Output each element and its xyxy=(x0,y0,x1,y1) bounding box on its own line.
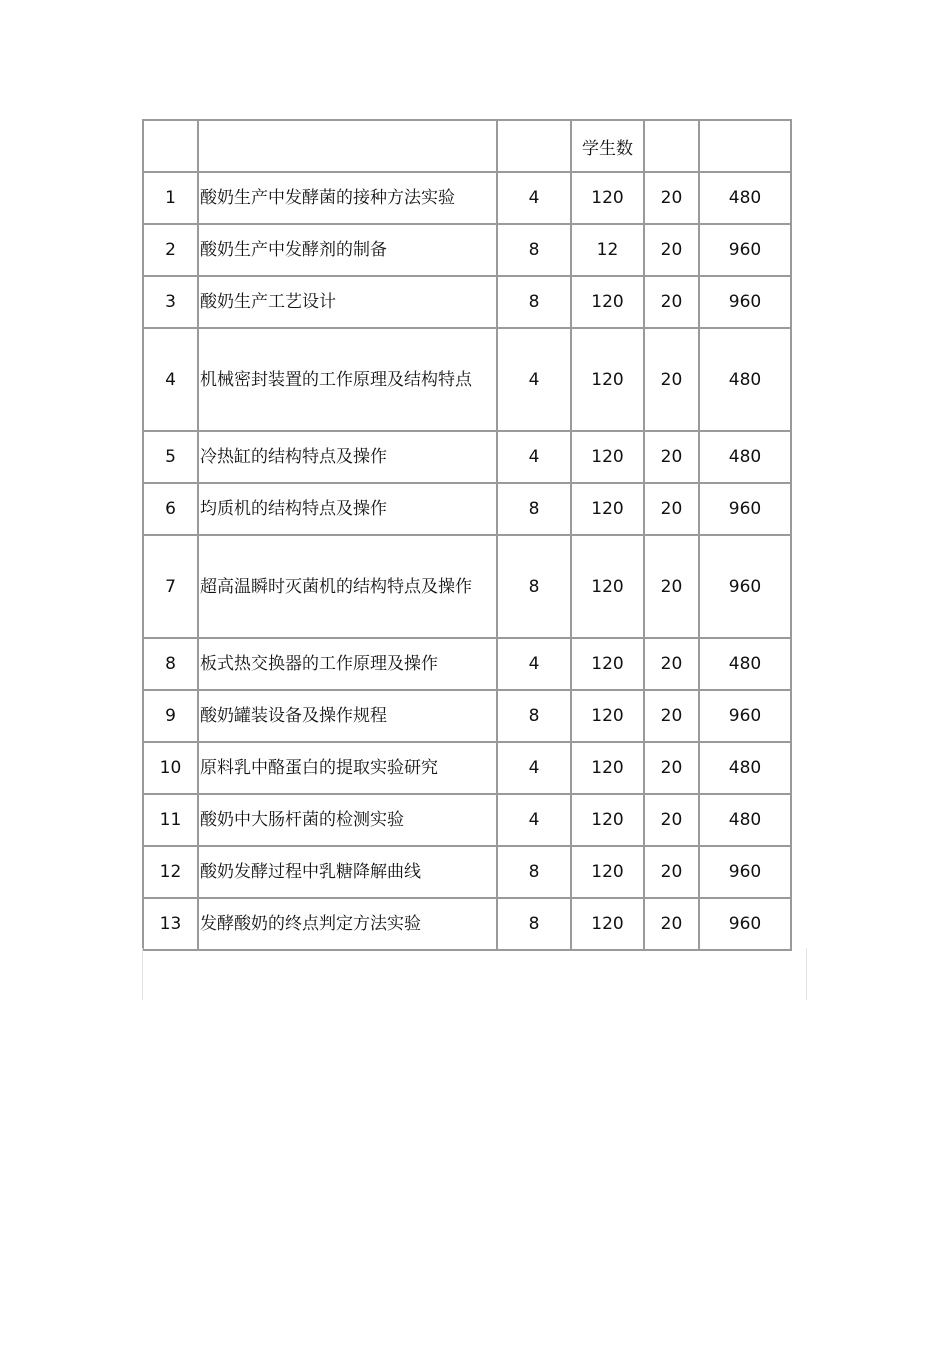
cell-name: 酸奶发酵过程中乳糖降解曲线 xyxy=(199,847,498,899)
cell-hours: 4 xyxy=(498,639,572,691)
cell-no: 5 xyxy=(144,432,199,484)
cell-groups: 20 xyxy=(645,484,700,536)
cell-students: 120 xyxy=(572,536,645,639)
cell-no: 11 xyxy=(144,795,199,847)
cell-groups: 20 xyxy=(645,743,700,795)
cell-total: 480 xyxy=(700,173,792,225)
cell-hours: 8 xyxy=(498,277,572,329)
cell-no: 13 xyxy=(144,899,199,951)
cell-total: 480 xyxy=(700,432,792,484)
table-row xyxy=(144,329,792,432)
cell-name: 板式热交换器的工作原理及操作 xyxy=(199,639,498,691)
table-row xyxy=(144,899,792,951)
cell-hours: 4 xyxy=(498,432,572,484)
cell-no: 9 xyxy=(144,691,199,743)
header-cell-no xyxy=(144,121,199,173)
cell-hours: 8 xyxy=(498,484,572,536)
header-cell-hours xyxy=(498,121,572,173)
cell-groups: 20 xyxy=(645,329,700,432)
experiment-table xyxy=(142,119,792,951)
table-row xyxy=(144,691,792,743)
cell-students: 120 xyxy=(572,795,645,847)
table-row xyxy=(144,173,792,225)
cell-name: 超高温瞬时灭菌机的结构特点及操作 xyxy=(199,536,498,639)
cell-no: 1 xyxy=(144,173,199,225)
cell-name: 酸奶生产中发酵菌的接种方法实验 xyxy=(199,173,498,225)
cell-total: 480 xyxy=(700,639,792,691)
cell-name: 均质机的结构特点及操作 xyxy=(199,484,498,536)
cell-name: 原料乳中酪蛋白的提取实验研究 xyxy=(199,743,498,795)
table-row xyxy=(144,639,792,691)
table-row xyxy=(144,795,792,847)
cell-groups: 20 xyxy=(645,536,700,639)
cell-students: 120 xyxy=(572,173,645,225)
cell-name: 酸奶中大肠杆菌的检测实验 xyxy=(199,795,498,847)
cell-hours: 8 xyxy=(498,899,572,951)
cell-total: 960 xyxy=(700,277,792,329)
cell-name: 酸奶罐装设备及操作规程 xyxy=(199,691,498,743)
table-row xyxy=(144,277,792,329)
cell-students: 120 xyxy=(572,743,645,795)
cell-students: 120 xyxy=(572,847,645,899)
header-row xyxy=(144,121,792,173)
header-cell-name xyxy=(199,121,498,173)
header-cell-groups xyxy=(645,121,700,173)
cell-total: 960 xyxy=(700,536,792,639)
cell-name: 酸奶生产工艺设计 xyxy=(199,277,498,329)
cell-total: 960 xyxy=(700,899,792,951)
cell-no: 4 xyxy=(144,329,199,432)
cell-hours: 4 xyxy=(498,795,572,847)
cell-total: 480 xyxy=(700,329,792,432)
empty-continuation-frame xyxy=(142,948,807,1000)
cell-total: 480 xyxy=(700,795,792,847)
cell-name: 机械密封装置的工作原理及结构特点 xyxy=(199,329,498,432)
cell-students: 120 xyxy=(572,899,645,951)
table-row xyxy=(144,743,792,795)
cell-hours: 8 xyxy=(498,691,572,743)
cell-students: 120 xyxy=(572,484,645,536)
cell-no: 12 xyxy=(144,847,199,899)
cell-groups: 20 xyxy=(645,899,700,951)
cell-no: 2 xyxy=(144,225,199,277)
cell-total: 960 xyxy=(700,225,792,277)
cell-hours: 8 xyxy=(498,847,572,899)
table-row xyxy=(144,847,792,899)
cell-students: 12 xyxy=(572,225,645,277)
cell-groups: 20 xyxy=(645,225,700,277)
table-row xyxy=(144,225,792,277)
cell-no: 3 xyxy=(144,277,199,329)
header-cell-total xyxy=(700,121,792,173)
cell-total: 960 xyxy=(700,484,792,536)
cell-total: 480 xyxy=(700,743,792,795)
cell-no: 8 xyxy=(144,639,199,691)
cell-students: 120 xyxy=(572,639,645,691)
table-row xyxy=(144,536,792,639)
cell-total: 960 xyxy=(700,691,792,743)
table-row xyxy=(144,484,792,536)
table-row xyxy=(144,432,792,484)
header-cell-students: 学生数 xyxy=(572,121,645,173)
cell-students: 120 xyxy=(572,432,645,484)
cell-groups: 20 xyxy=(645,691,700,743)
cell-name: 发酵酸奶的终点判定方法实验 xyxy=(199,899,498,951)
cell-hours: 4 xyxy=(498,743,572,795)
cell-students: 120 xyxy=(572,691,645,743)
cell-groups: 20 xyxy=(645,795,700,847)
cell-name: 酸奶生产中发酵剂的制备 xyxy=(199,225,498,277)
cell-no: 10 xyxy=(144,743,199,795)
cell-groups: 20 xyxy=(645,277,700,329)
cell-hours: 4 xyxy=(498,329,572,432)
cell-students: 120 xyxy=(572,329,645,432)
cell-students: 120 xyxy=(572,277,645,329)
cell-hours: 8 xyxy=(498,225,572,277)
cell-groups: 20 xyxy=(645,173,700,225)
cell-total: 960 xyxy=(700,847,792,899)
cell-name: 冷热缸的结构特点及操作 xyxy=(199,432,498,484)
cell-groups: 20 xyxy=(645,432,700,484)
cell-hours: 8 xyxy=(498,536,572,639)
cell-groups: 20 xyxy=(645,847,700,899)
cell-no: 6 xyxy=(144,484,199,536)
cell-hours: 4 xyxy=(498,173,572,225)
cell-no: 7 xyxy=(144,536,199,639)
cell-groups: 20 xyxy=(645,639,700,691)
